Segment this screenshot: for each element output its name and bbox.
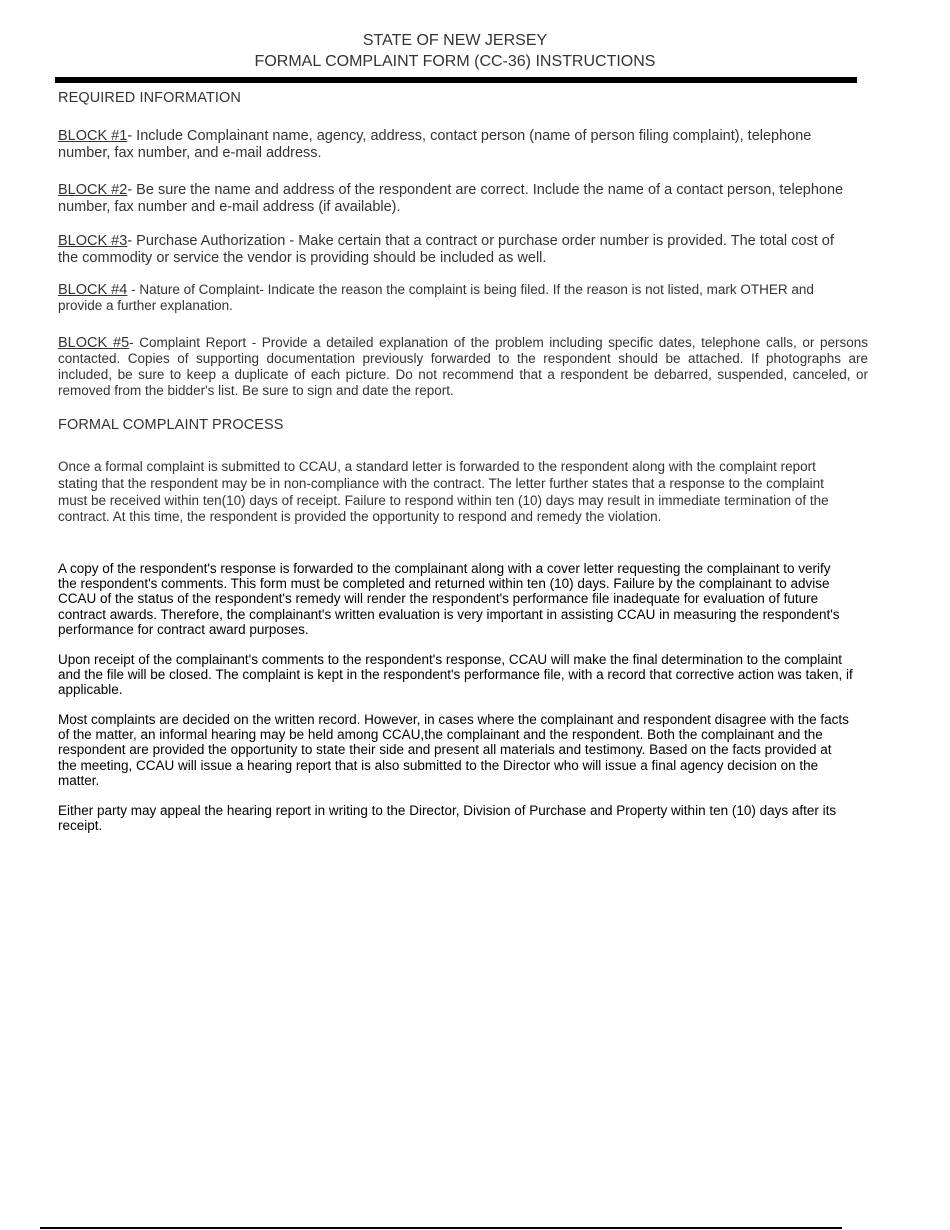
process-paragraph-3: Upon receipt of the complainant's comments to the respondent's response, CCAU will make the final determination to the complaint and the file will be closed. The complaint is kept in the respondent's performance file, with a record that corrective action was taken, if applicable. xyxy=(58,652,853,698)
block-3-instruction xyxy=(58,233,858,266)
block-2-text: - Be sure the name and address of the respondent are correct. Include the name of a contact person, telephone number, fax number and e-mail address (if available). xyxy=(58,182,844,215)
block-4-text: - Nature of Complaint- Indicate the reason the complaint is being filed. If the reason is not listed, mark OTHER and provide a further explanation. xyxy=(58,282,814,313)
block-3-label: BLOCK #3 xyxy=(58,233,128,249)
block-5-instruction xyxy=(58,335,868,399)
document-title-line2: FORMAL COMPLAINT FORM (CC-36) INSTRUCTIONS xyxy=(254,53,656,70)
header-divider xyxy=(55,77,857,83)
block-4-label: BLOCK #4 xyxy=(58,282,128,298)
document-title-line1: STATE OF NEW JERSEY xyxy=(362,32,548,49)
block-5-label: BLOCK #5 xyxy=(58,335,130,351)
block-1-instruction xyxy=(58,128,858,161)
process-paragraph-5: Either party may appeal the hearing report in writing to the Director, Division of Purchase and Property within ten (10) days after its receipt. xyxy=(58,803,837,834)
process-paragraph-2: A copy of the respondent's response is forwarded to the complainant along with a cover letter requesting the complainant to verify the respondent's comments. This form must be completed and returned within ten (10) days. Failure by the complainant to advise CCAU of the status of the respondent's remedy will render the respondent's performance file inadequate for evaluation of future contract awards. Therefore, the complainant's written evaluation is very important in assisting CCAU in measuring the respondent's performance for contract award purposes. xyxy=(58,561,840,637)
process-paragraph-1: Once a formal complaint is submitted to CCAU, a standard letter is forwarded to the respondent along with the complaint report stating that the respondent may be in non-compliance with the contract. The letter further states that a response to the complaint must be received within ten(10) days of receipt. Failure to respond within ten (10) days may result in immediate termination of the contract. At this time, the respondent is provided the opportunity to respond and remedy the violation. xyxy=(58,459,829,525)
block-4-instruction xyxy=(58,282,858,314)
required-information-heading: REQUIRED INFORMATION xyxy=(58,90,241,106)
process-paragraph-4: Most complaints are decided on the written record. However, in cases where the complainant and respondent disagree with the facts of the matter, an informal hearing may be held among CCAU,the complainant and the respondent. Both the complainant and the respondent are provided the opportunity to state their side and present all materials and testimony. Based on the facts provided at the meeting, CCAU will issue a hearing report that is also submitted to the Director who will issue a final agency decision on the matter. xyxy=(58,712,849,788)
block-2-instruction xyxy=(58,182,858,215)
block-1-text: - Include Complainant name, agency, address, contact person (name of person filing complaint), telephone number, fax number, and e-mail address. xyxy=(58,128,812,161)
footer-divider xyxy=(40,1227,842,1229)
block-3-text: - Purchase Authorization - Make certain that a contract or purchase order number is provided. The total cost of the commodity or service the vendor is providing should be included as well. xyxy=(58,233,834,266)
block-1-label: BLOCK #1 xyxy=(58,128,128,144)
block-2-label: BLOCK #2 xyxy=(58,182,128,198)
block-5-text: - Complaint Report - Provide a detailed explanation of the problem including specific dates, telephone calls, or persons contacted. Copies of supporting documentation previously forwarded to the respondent should be attached. If photographs are included, be sure to keep a duplicate of each picture. Do not recommend that a respondent be debarred, suspended, canceled, or removed from the bidder's list. Be sure to sign and date the report. xyxy=(58,335,868,398)
formal-complaint-process-heading: FORMAL COMPLAINT PROCESS xyxy=(58,417,284,433)
